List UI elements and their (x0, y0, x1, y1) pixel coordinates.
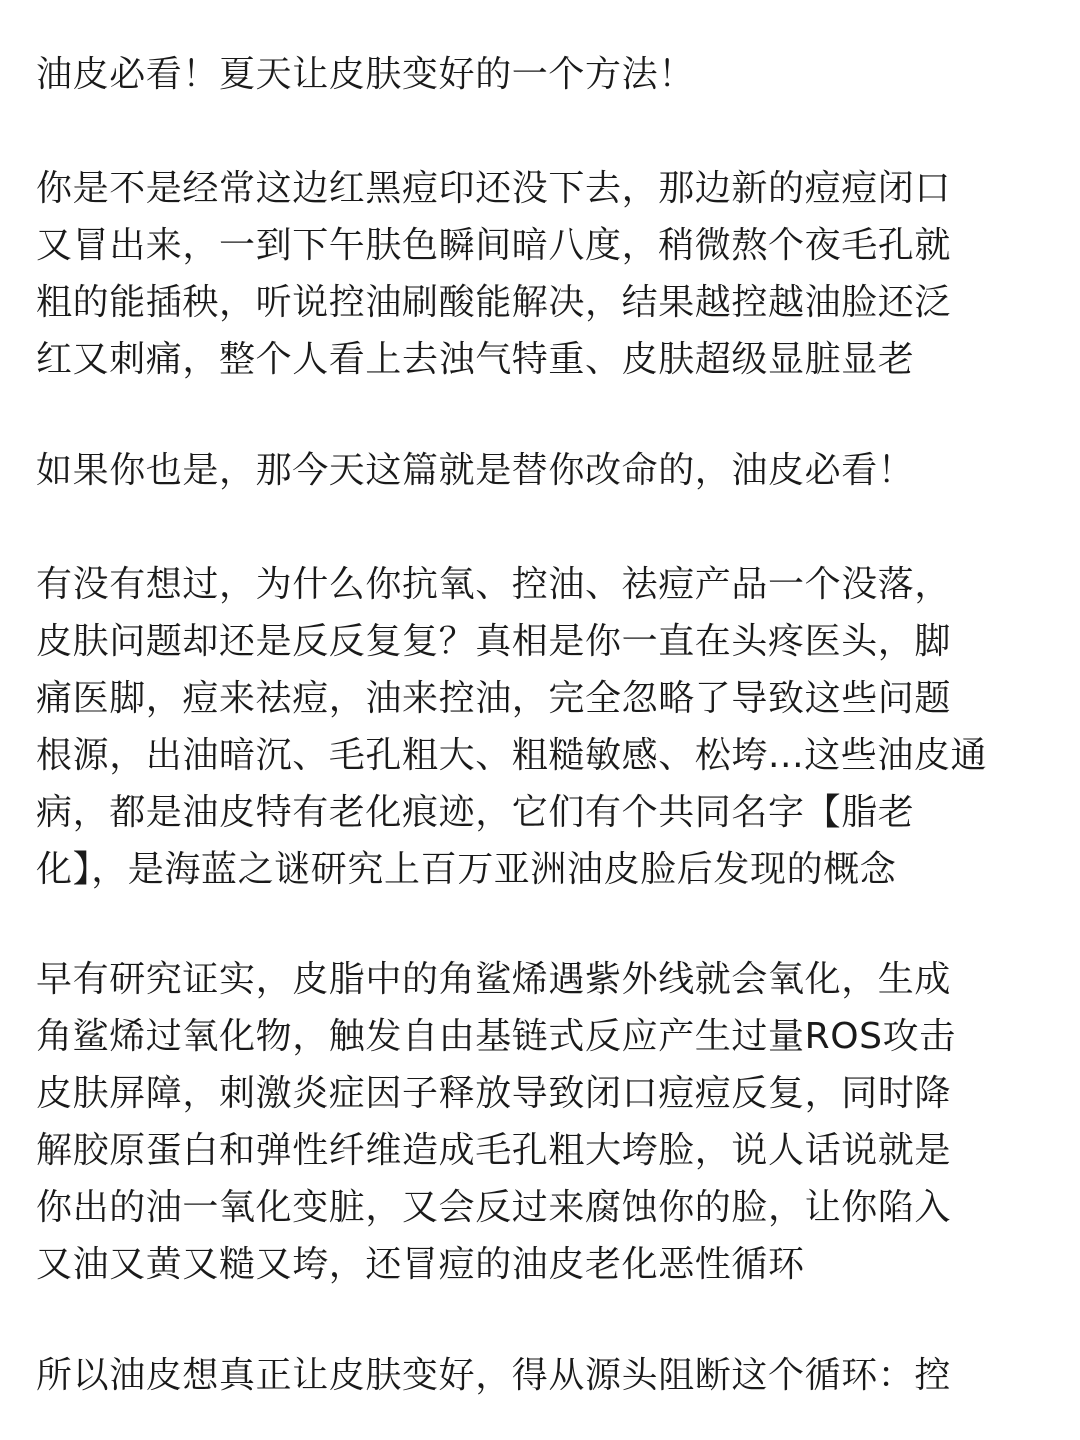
paragraph-line: 角鲨烯过氧化物，触发自由基链式反应产生过量ROS攻击 (36, 1016, 956, 1057)
paragraph-line: 又冒出来，一到下午肤色瞬间暗八度，稍微熬个夜毛孔就 (36, 225, 952, 266)
paragraph-line: 化】，是海蓝之谜研究上百万亚洲油皮脸后发现的概念 (36, 849, 897, 890)
paragraph-line: 痛医脚，痘来祛痘，油来控油，完全忽略了导致这些问题 (36, 678, 952, 719)
paragraph-line: 如果你也是，那今天这篇就是替你改命的，油皮必看！ (36, 450, 915, 491)
paragraph-line: 所以油皮想真正让皮肤变好，得从源头阻断这个循环：控 (36, 1355, 952, 1396)
paragraph-line: 你出的油一氧化变脏，又会反过来腐蚀你的脸，让你陷入 (36, 1187, 952, 1228)
paragraph-line: 红又刺痛，整个人看上去浊气特重、皮肤超级显脏显老 (36, 339, 915, 380)
article-title: 油皮必看！夏天让皮肤变好的一个方法！ (36, 54, 695, 95)
paragraph-line: 又油又黄又糙又垮，还冒痘的油皮老化恶性循环 (36, 1244, 805, 1285)
paragraph-line: 皮肤屏障，刺激炎症因子释放导致闭口痘痘反复，同时降 (36, 1073, 952, 1114)
paragraph-line: 病，都是油皮特有老化痕迹，它们有个共同名字【脂老 (36, 792, 915, 833)
paragraph-line: 根源，出油暗沉、毛孔粗大、粗糙敏感、松垮...这些油皮通 (36, 735, 988, 776)
paragraph-line: 粗的能插秧，听说控油刷酸能解决，结果越控越油脸还泛 (36, 282, 952, 323)
paragraph-line: 有没有想过，为什么你抗氧、控油、祛痘产品一个没落， (36, 564, 952, 605)
paragraph-line: 早有研究证实，皮脂中的角鲨烯遇紫外线就会氧化，生成 (36, 959, 952, 1000)
paragraph-line: 解胶原蛋白和弹性纤维造成毛孔粗大垮脸，说人话说就是 (36, 1130, 952, 1171)
paragraph-line: 你是不是经常这边红黑痘印还没下去，那边新的痘痘闭口 (36, 168, 952, 209)
paragraph-line: 皮肤问题却还是反反复复？真相是你一直在头疼医头，脚 (36, 621, 952, 662)
